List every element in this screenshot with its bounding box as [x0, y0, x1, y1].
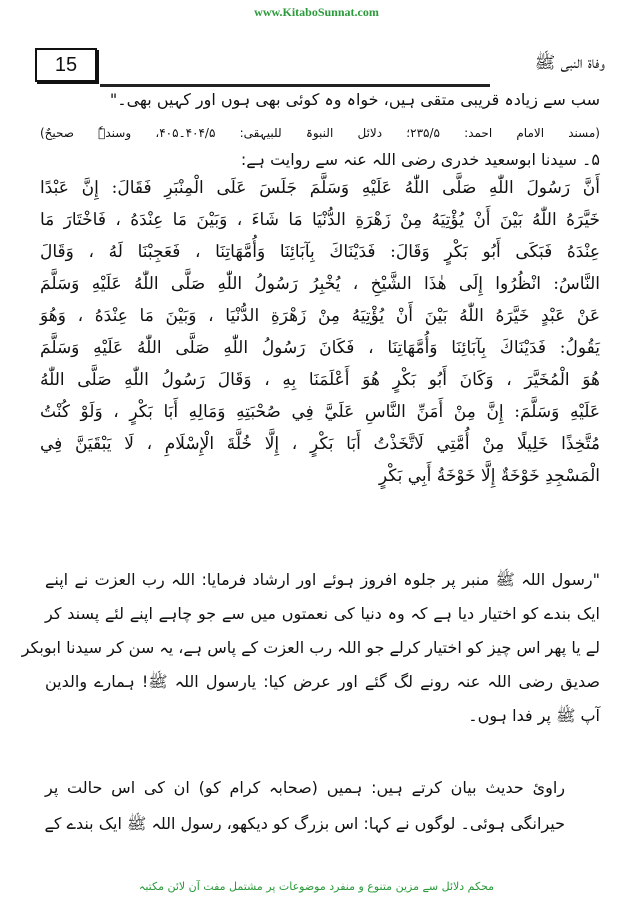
text-line: ایک بندے کو اختیار دیا ہے کہ وہ دنیا کی نعمتوں میں سے جو چاہے اپنے لئے پسند کر [45, 604, 600, 623]
text-line: أَنَّ رَسُولَ اللّٰهِ صَلَّى اللّٰهُ عَلَيْهِ وَسَلَّمَ جَلَسَ عَلَى الْمِنْبَرِ فَقَالَ: إِنَّ عَبْدًا [40, 178, 600, 198]
hadith-intro: ۵۔ سیدنا ابوسعید خدری رضی اللہ عنہ سے روایت ہے: [240, 150, 600, 169]
text-line: "رسول اللہ ﷺ منبر پر جلوہ افروز ہوئے اور ارشاد فرمایا: اللہ رب العزت نے اپنے [45, 570, 600, 589]
text-line: هُوَ الْمُخَيَّرَ ، وَكَانَ أَبُو بَكْرٍ هُوَ أَعْلَمَنَا بِهِ ، وَقَالَ رَسُولُ اللّٰهِ صَلَّى اللّٰهُ [40, 370, 600, 390]
text-line: خَيَّرَهُ اللّٰهُ بَيْنَ أَنْ يُؤْتِيَهُ مِنْ زَهْرَةِ الدُّنْيَا مَا شَاءَ ، وَبَيْنَ مَا عِنْدَهُ ، فَاخْتَارَ مَا [40, 210, 600, 230]
footer-tagline: محکم دلائل سے مزین متنوع و منفرد موضوعات پر مشتمل مفت آن لائن مکتبہ [138, 880, 495, 893]
text-line: يَقُولُ: فَدَيْنَاكَ بِآبَائِنَا وَأُمَّهَاتِنَا ، فَكَانَ رَسُولُ اللّٰهِ صَلَّى اللّٰهُ عَلَيْهِ وَسَلَّمَ [40, 338, 600, 358]
page-number: 15 [35, 48, 97, 82]
text-line: راویٔ حدیث بیان کرتے ہیں: ہمیں (صحابہ کرام کو) ان کی اس حالت پر [45, 778, 565, 797]
header-divider [100, 84, 490, 87]
site-url-link[interactable]: www.KitaboSunnat.com [254, 5, 379, 19]
intro-line: سب سے زیادہ قریبی متقی ہیں، خواہ وہ کوئی بھی ہوں اور کہیں بھی۔" [109, 90, 600, 109]
text-line: عَنْ عَبْدٍ خَيَّرَهُ اللّٰهُ بَيْنَ أَنْ يُؤْتِيَهُ مِنْ زَهْرَةِ الدُّنْيَا ، وَبَيْنَ مَا عِنْدَهُ ، وَهُوَ [40, 306, 600, 326]
citation: (مسند الامام احمد: ۲۳۵/۵؛ دلائل النبوۃ للبیہقی: ۴۰۴/۵۔۴۰۵، وسندہٗ صحیحٌ) [40, 126, 600, 140]
text-line: عِنْدَهُ فَبَكَى أَبُو بَكْرٍ وَقَالَ: فَدَيْنَاكَ بِآبَائِنَا وَأُمَّهَاتِنَا ، فَعَجِبْنَا لَهُ ، وَقَالَ [40, 242, 600, 262]
book-title: وفاۃ النبی ﷺ [534, 53, 605, 73]
text-line: آپ ﷺ پر فدا ہوں۔ [468, 706, 600, 725]
text-line: النَّاسُ: انْظُرُوا إِلَى هٰذَا الشَّيْخِ ، يُخْبِرُ رَسُولُ اللّٰهِ صَلَّى اللّٰهُ عَلَيْهِ وَسَلَّمَ [40, 274, 600, 294]
text-line: عَلَيْهِ وَسَلَّمَ: إِنَّ مِنْ أَمَنِّ النَّاسِ عَلَيَّ فِي صُحْبَتِهِ وَمَالِهِ أَبَا بَكْرٍ ، وَلَوْ كُنْتُ [40, 402, 600, 422]
text-line: مُتَّخِذًا خَلِيلًا مِنْ أُمَّتِي لَاتَّخَذْتُ أَبَا بَكْرٍ ، إِلَّا خُلَّةَ الْإِسْلَامِ ، لَا يَبْقَيَنَّ فِي [40, 434, 600, 454]
text-line: حیرانگی ہوئی۔ لوگوں نے کہا: اس بزرگ کو دیکھو، رسول اللہ ﷺ ایک بندے کے [44, 814, 565, 833]
text-line: صدیق رضی اللہ عنہ رونے لگ گئے اور عرض کیا: یارسول اللہ ﷺ! ہمارے والدین [45, 672, 600, 691]
text-line: لے یا پھر اس چیز کو اختیار کرلے جو اللہ رب العزت کے پاس ہے، یہ سن کر سیدنا ابوبکر [21, 638, 600, 657]
text-line: الْمَسْجِدِ خَوْخَةٌ إِلَّا خَوْخَةُ أَبِي بَكْرٍ [378, 466, 600, 486]
